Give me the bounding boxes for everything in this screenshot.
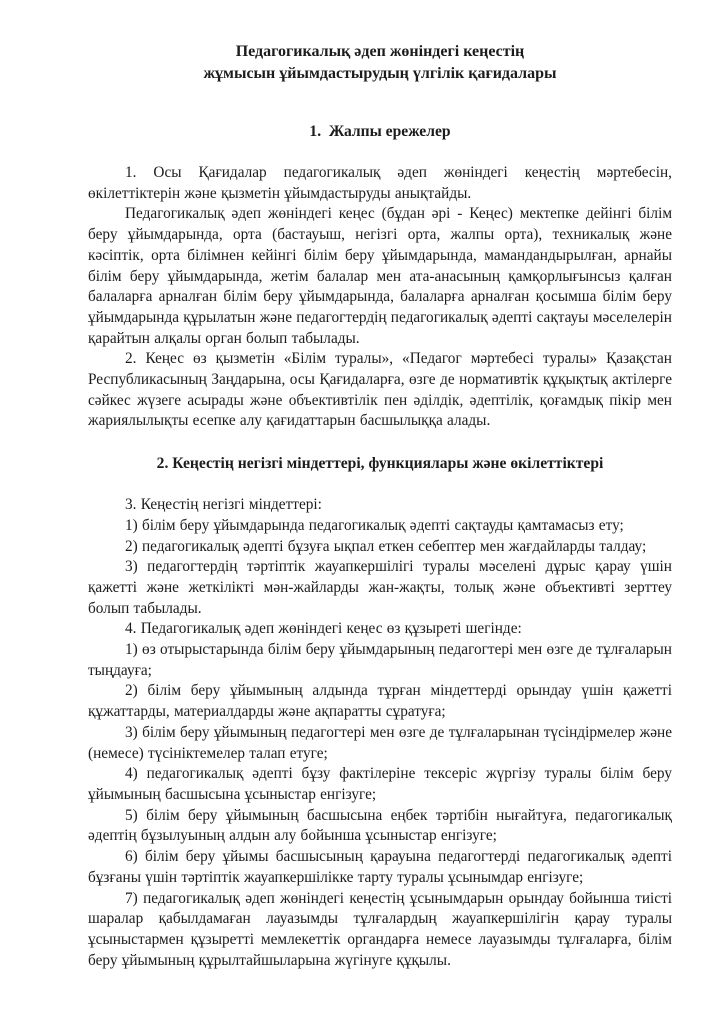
list-item-paragraph: 3) педагогтердің тәртіптік жауапкершілігі туралы мәселені дұрыс қарау үшін қажетті және жеткілікті мән-жайларды жан-жақты, толық және объективті зерттеу болып табылады.: [88, 558, 672, 617]
list-item-paragraph: 3) білім беру ұйымының педагогтері мен өзге де тұлғаларынан түсіндірмелер және (немесе) түсініктемелер талап етуге;: [88, 723, 672, 762]
list-item-paragraph: 1) білім беру ұйымдарында педагогикалық әдепті сақтауды қамтамасыз ету;: [125, 516, 624, 534]
list-item-paragraph: 6) білім беру ұйымы басшысының қарауына педагогтерді педагогикалық әдепті бұзғаны үшін тәртіптік жауапкершілікке тарту туралы ұсынымдар енгізуге;: [88, 848, 672, 886]
document-title: [88, 41, 672, 85]
document-title-line-2: жұмысын ұйымдастырудың үлгілік қағидалары: [203, 65, 557, 82]
list-item-paragraph: 7) педагогикалық әдеп жөніндегі кеңестің ұсынымдарын орындау бойынша тиісті шаралар қабылдамаған лауазымды тұлғалардың жауапкершілігін қарау туралы ұсыныстармен құзыретті мемлекеттік органдарға немесе лауазымды тұлғаларға, білім беру ұйымының құрылтайшыларына жүгінуге құқылы.: [88, 889, 672, 969]
paragraph: 3. Кеңестің негізгі міндеттері:: [125, 496, 322, 514]
paragraph: Педагогикалық әдеп жөніндегі кеңес (бұдан әрі - Кеңес) мектепке дейінгі білім беру ұйымдарында, орта (бастауыш, негізгі орта, жалпы орта), техникалық және кәсіптік, орта білімнен кейінгі білім беру ұйымдарында, мамандандырылған, арнайы білім беру ұйымдарында, жетім балалар мен ата-анасының қамқорлығынсыз қалған балаларға арналған білім беру ұйымдарында, балаларға арналған қосымша білім беру ұйымдарында құрылатын және педагогтердің педагогикалық әдепті сақтауы мәселелерін қарайтын алқалы орган болып табылады.: [88, 205, 672, 347]
paragraph: 4. Педагогикалық әдеп жөніндегі кеңес өз құзыреті шегінде:: [125, 620, 522, 638]
paragraph: 2. Кеңес өз қызметін «Білім туралы», «Педагог мәртебесі туралы» Қазақстан Республикасының Заңдарына, осы Қағидаларға, өзге де нормативтік құқықтық актілерге сәйкес жүзеге асырады және объективтілік пен әділдік, әдептілік, қоғамдық пікір мен жариялылықты есепке алу қағидаттарын басшылыққа алады.: [88, 350, 672, 430]
document-title-line-1: Педагогикалық әдеп жөніндегі кеңестің: [235, 43, 525, 60]
list-item-paragraph: 5) білім беру ұйымының басшысына еңбек тәртібін нығайтуға, педагогикалық әдептің бұзылуының алдын алу бойынша ұсыныстар енгізуге;: [88, 806, 672, 845]
section-1-heading: 1. Жалпы ережелер: [309, 123, 451, 140]
list-item-paragraph: 2) білім беру ұйымының алдында тұрған міндеттерді орындау үшін қажетті құжаттарды, материалдарды және ақпаратты сұратуға;: [88, 682, 672, 721]
list-item-paragraph: 1) өз отырыстарында білім беру ұйымдарының педагогтері мен өзге де тұлғаларын тыңдауға;: [88, 641, 672, 679]
list-item-paragraph: 2) педагогикалық әдепті бұзуға ықпал еткен себептер мен жағдайларды талдау;: [125, 537, 647, 555]
section-2-heading: 2. Кеңестің негізгі міндеттері, функциялары және өкілеттіктері: [156, 455, 604, 473]
list-item-paragraph: 4) педагогикалық әдепті бұзу фактілеріне тексеріс жүргізу туралы білім беру ұйымының басшысына ұсыныстар енгізуге;: [88, 765, 672, 803]
paragraph: 1. Осы Қағидалар педагогикалық әдеп жөніндегі кеңестің мәртебесін, өкілеттіктерін және қызметін ұйымдастыруды анықтайды.: [88, 164, 672, 202]
